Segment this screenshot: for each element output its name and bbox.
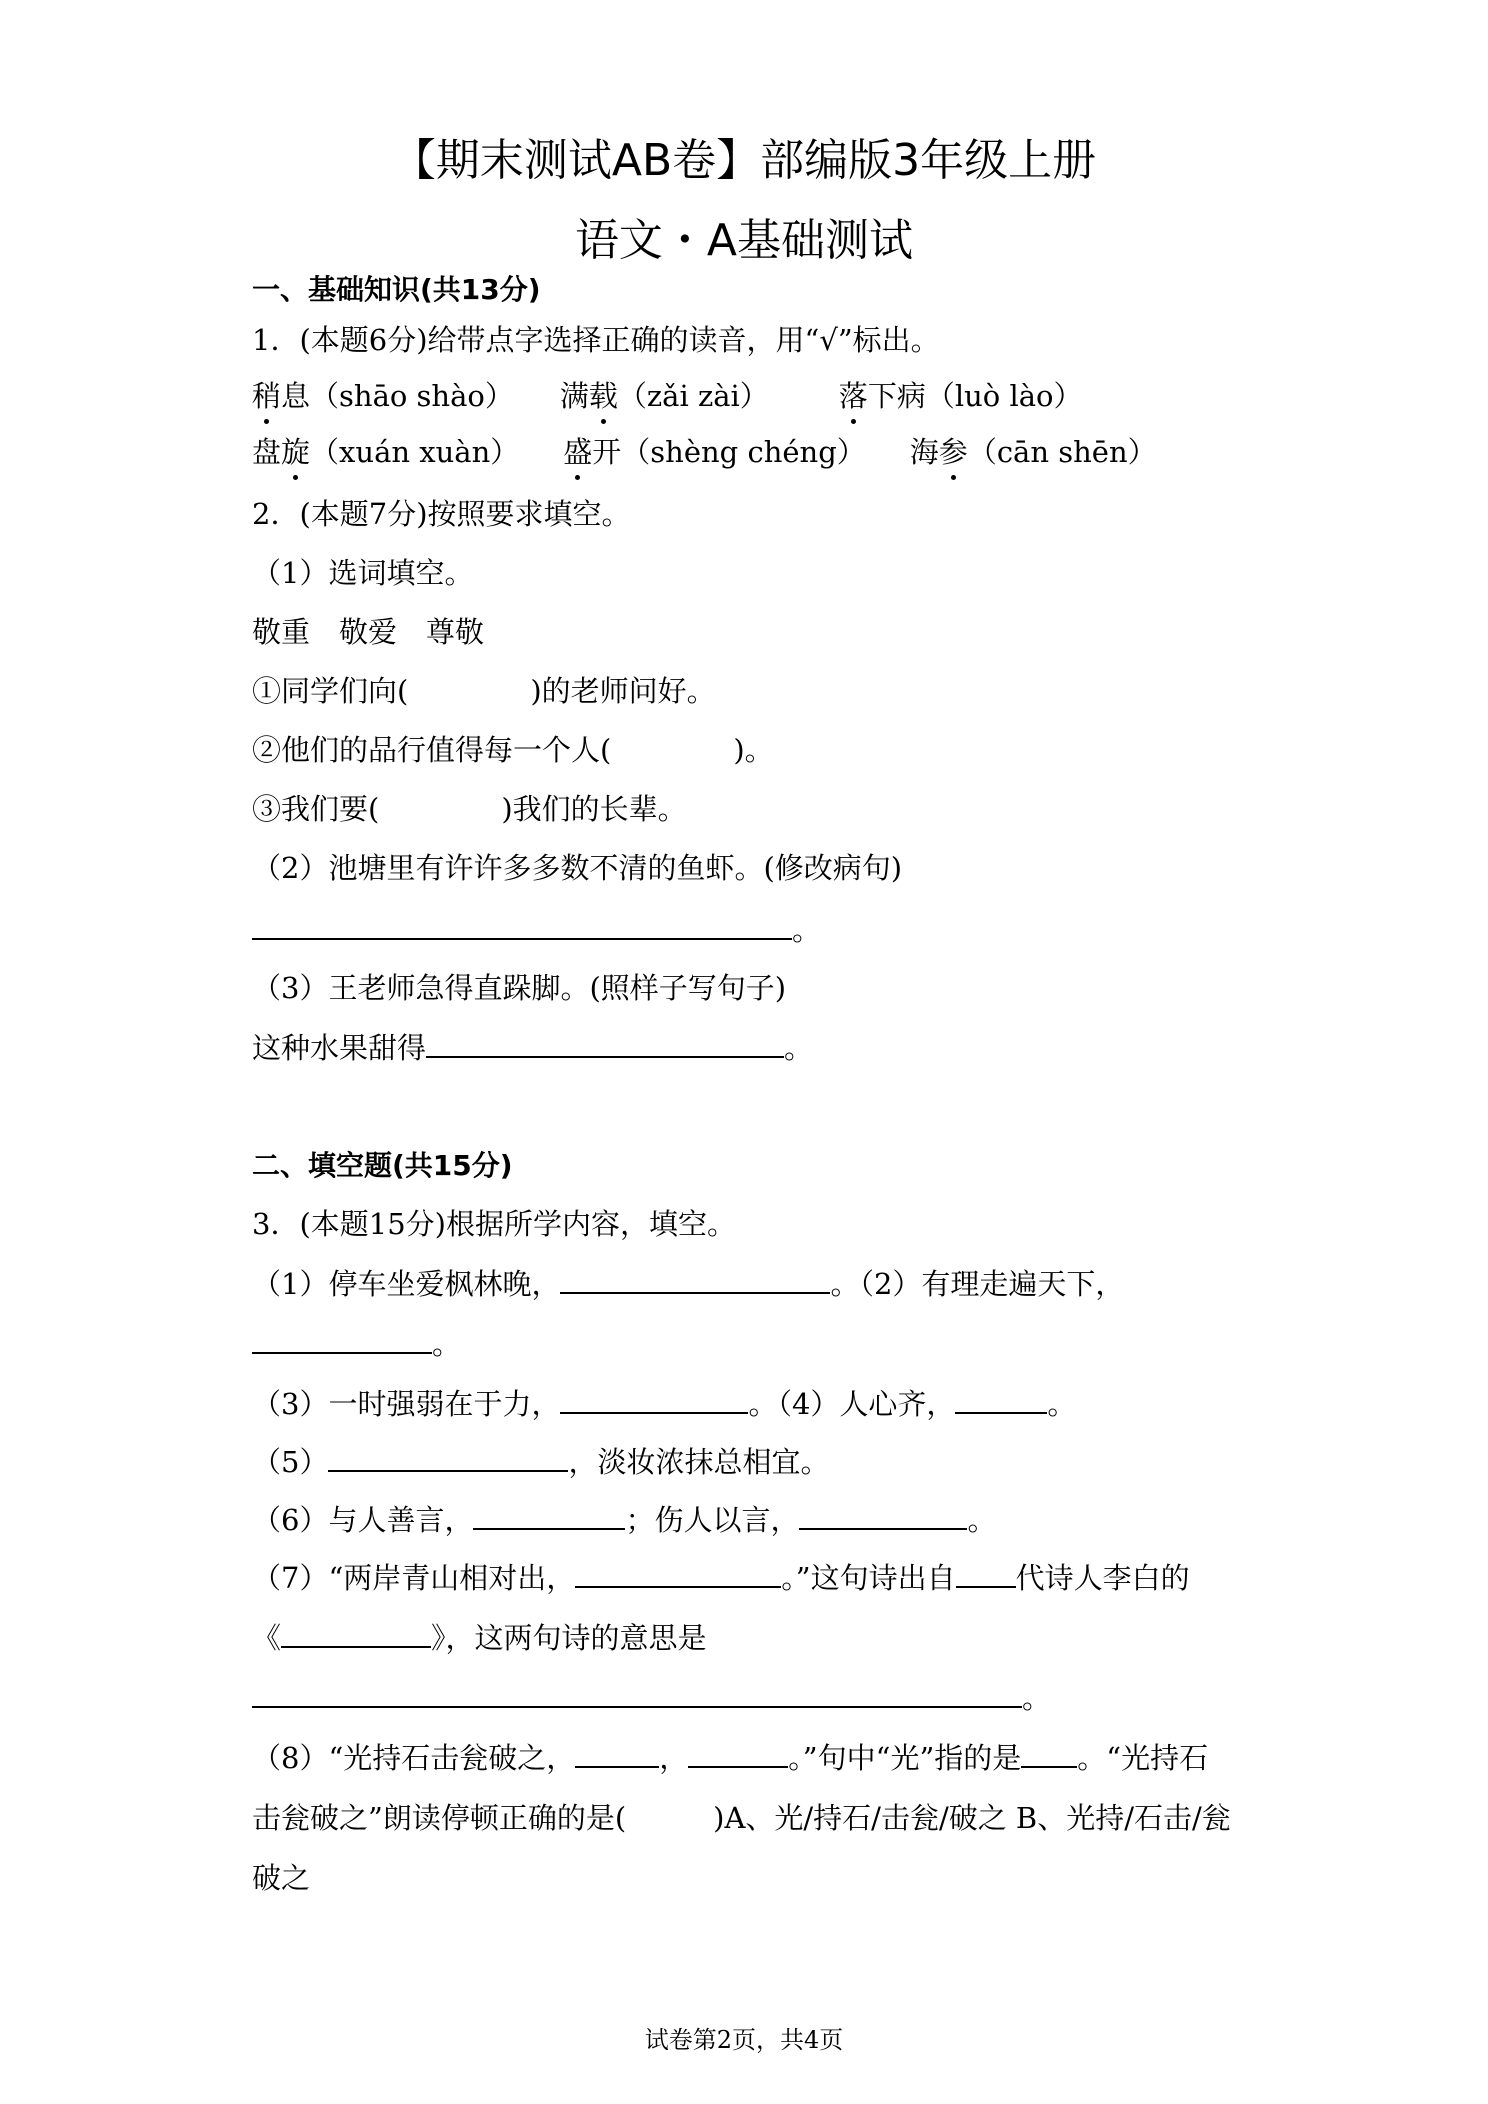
q1-item: 海参（cān shēn） — [909, 435, 1157, 469]
q1-item: 满载（zǎi zài） — [559, 379, 769, 413]
answer-line[interactable] — [799, 1502, 967, 1530]
answer-line[interactable] — [328, 1444, 568, 1472]
q2-sentence-1: ①同学们向( )的老师问好。 — [252, 674, 716, 708]
q1-prompt: 1．(本题6分)给带点字选择正确的读音，用“√”标出。 — [252, 323, 940, 357]
q3-line-5: （6）与人善言， ；伤人以言， 。 — [252, 1503, 997, 1537]
q2-sub3: （3）王老师急得直跺脚。(照样子写句子) — [252, 971, 787, 1005]
answer-line[interactable] — [955, 1386, 1047, 1414]
q3-line-4: （5） ，淡妆浓抹总相宜。 — [252, 1445, 830, 1479]
q2-sentence-3: ③我们要( )我们的长辈。 — [252, 792, 687, 826]
q3-line-10: 击瓮破之”朗读停顿正确的是( )A、光/持石/击瓮/破之 B、光持/石击/瓮 — [252, 1801, 1231, 1835]
exam-title: 【期末测试AB卷】部编版3年级上册 — [391, 135, 1097, 186]
q1-item: 稍息（shāo shào） — [252, 379, 514, 413]
q1-row2 — [252, 434, 1157, 470]
q3-line-6: （7）“两岸青山相对出， 。”这句诗出自 代诗人李白的 — [252, 1561, 1190, 1595]
q3-line-8: 。 — [252, 1680, 1051, 1716]
answer-line[interactable] — [252, 1680, 1022, 1708]
q2-prompt: 2．(本题7分)按照要求填空。 — [252, 497, 631, 531]
answer-line[interactable] — [252, 1326, 432, 1354]
q3-prompt: 3．(本题15分)根据所学内容，填空。 — [252, 1207, 736, 1241]
answer-line[interactable] — [956, 1560, 1016, 1588]
answer-line[interactable] — [560, 1266, 830, 1294]
q3-line-7: 《 》，这两句诗的意思是 — [252, 1621, 707, 1655]
q2-sub2-answer: 。 — [252, 912, 821, 948]
exam-subtitle: 语文・A基础测试 — [574, 215, 914, 266]
q2-sub3-answer: 这种水果甜得 。 — [252, 1031, 814, 1065]
answer-line[interactable] — [281, 1620, 431, 1648]
q2-sub2: （2）池塘里有许许多多数不清的鱼虾。(修改病句) — [252, 851, 903, 885]
q3-line-9: （8）“光持石击瓮破之， ， 。”句中“光”指的是 。“光持石 — [252, 1741, 1209, 1775]
q2-sentence-2: ②他们的品行值得每一个人( )。 — [252, 733, 774, 767]
answer-line[interactable] — [1021, 1740, 1077, 1768]
q3-line-2: 。 — [252, 1326, 461, 1362]
answer-line[interactable] — [426, 1030, 784, 1058]
q1-item: 盘旋（xuán xuàn） — [252, 435, 520, 469]
answer-line[interactable] — [688, 1740, 788, 1768]
answer-line[interactable] — [252, 912, 792, 940]
q1-row1 — [252, 378, 1082, 414]
answer-line[interactable] — [560, 1386, 748, 1414]
q3-line-1: （1）停车坐爱枫林晚， 。（2）有理走遍天下， — [252, 1267, 1125, 1301]
section2-heading: 二、填空题(共15分) — [252, 1149, 513, 1182]
q2-sub1: （1）选词填空。 — [252, 556, 474, 590]
answer-line[interactable] — [575, 1560, 781, 1588]
answer-line[interactable] — [575, 1740, 659, 1768]
section1-heading: 一、基础知识(共13分) — [252, 273, 541, 306]
q2-word-choices: 敬重 敬爱 尊敬 — [252, 615, 485, 649]
q1-item: 盛开（shèng chéng） — [563, 435, 866, 469]
page-footer: 试卷第2页，共4页 — [644, 2026, 844, 2054]
q1-item: 落下病（luò lào） — [838, 379, 1083, 413]
q3-line-11: 破之 — [252, 1861, 311, 1895]
answer-line[interactable] — [473, 1502, 625, 1530]
q3-line-3: （3）一时强弱在于力， 。（4）人心齐， 。 — [252, 1387, 1077, 1421]
